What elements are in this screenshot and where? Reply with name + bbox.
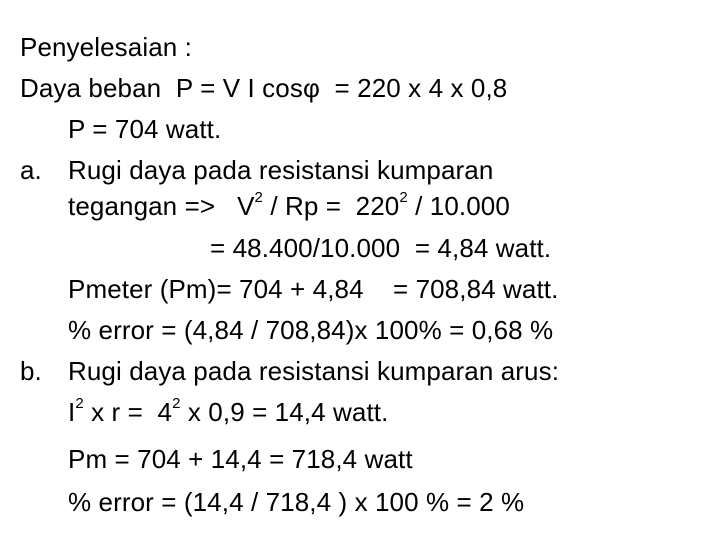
part-b-line2-exp2: 2: [172, 395, 181, 412]
part-b-line2-exp1: 2: [75, 395, 84, 412]
part-a-line5: % error = (4,84 / 708,84)x 100% = 0,68 %: [68, 315, 554, 345]
part-a-line1: Rugi daya pada resistansi kumparan: [68, 155, 494, 185]
part-b-line2: [68, 397, 388, 427]
power-formula: Daya beban P = V I cosφ = 220 x 4 x 0,8: [20, 73, 508, 103]
part-a-line2: [68, 191, 510, 221]
part-b-line1: Rugi daya pada resistansi kumparan arus:: [68, 356, 560, 386]
part-b-line2-post: x 0,9 = 14,4 watt.: [180, 397, 389, 427]
part-a-line2-exp2: 2: [399, 189, 408, 206]
part-b-line2-pre: I: [68, 397, 76, 427]
part-a-marker: a.: [20, 155, 42, 185]
part-a-line4: Pmeter (Pm)= 704 + 4,84 = 708,84 watt.: [68, 274, 559, 304]
part-b-marker: b.: [20, 356, 42, 386]
part-a-line2-pre: tegangan => V: [68, 191, 255, 221]
part-b-line4: % error = (14,4 / 718,4 ) x 100 % = 2 %: [68, 487, 525, 517]
heading: Penyelesaian :: [20, 32, 192, 62]
part-b-line2-mid: x r = 4: [83, 397, 173, 427]
part-a-line2-post: / 10.000: [407, 191, 510, 221]
part-b-line3: Pm = 704 + 14,4 = 718,4 watt: [68, 444, 413, 474]
part-a-line2-exp1: 2: [254, 189, 263, 206]
power-result: P = 704 watt.: [68, 114, 222, 144]
part-a-line2-mid: / Rp = 220: [263, 191, 400, 221]
part-a-line3: = 48.400/10.000 = 4,84 watt.: [210, 233, 552, 263]
